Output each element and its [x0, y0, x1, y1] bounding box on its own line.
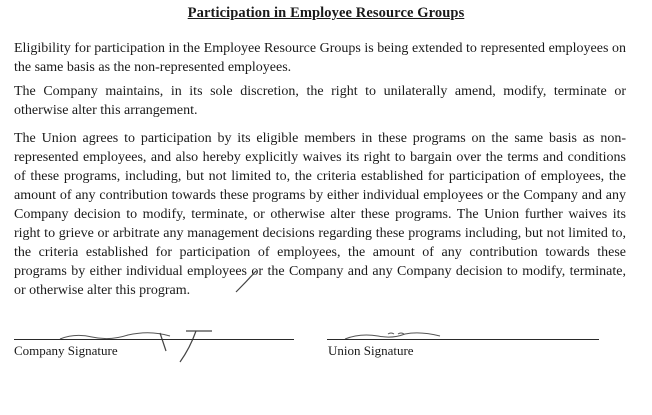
union-signature-label: Union Signature: [328, 343, 414, 358]
union-signature-line: [327, 339, 599, 340]
company-signature-line: [14, 339, 294, 340]
company-signature-label: Company Signature: [14, 343, 118, 358]
document-title: Participation in Employee Resource Groups: [187, 5, 465, 21]
paragraph-company-rights: The Company maintains, in its sole discretion, the right to unilaterally amend, modify, terminate or otherwise alter this arrangement.: [14, 84, 626, 118]
paragraph-eligibility: Eligibility for participation in the Employee Resource Groups is being extended to represented employees on the same basis as the non-represented employees.: [14, 41, 626, 75]
paragraph-union-waiver: The Union agrees to participation by its eligible members in these programs on the same basis as non-represented employees, and also hereby explicitly waives its right to bargain over the terms and conditions of these programs, including, but not limited to, the criteria established for participation of employees, the amount of any contribution towards these programs by either individual employees or the Company and any Company decision to modify, terminate, or otherwise alter these programs. The Union further waives its right to grieve or arbitrate any management decisions regarding these programs including, but not limited to, the criteria established for participation of employees, the amount of any contribution towards these programs by either individual employees or the Company and any Company decision to modify, terminate, or otherwise alter this program.: [14, 131, 626, 298]
